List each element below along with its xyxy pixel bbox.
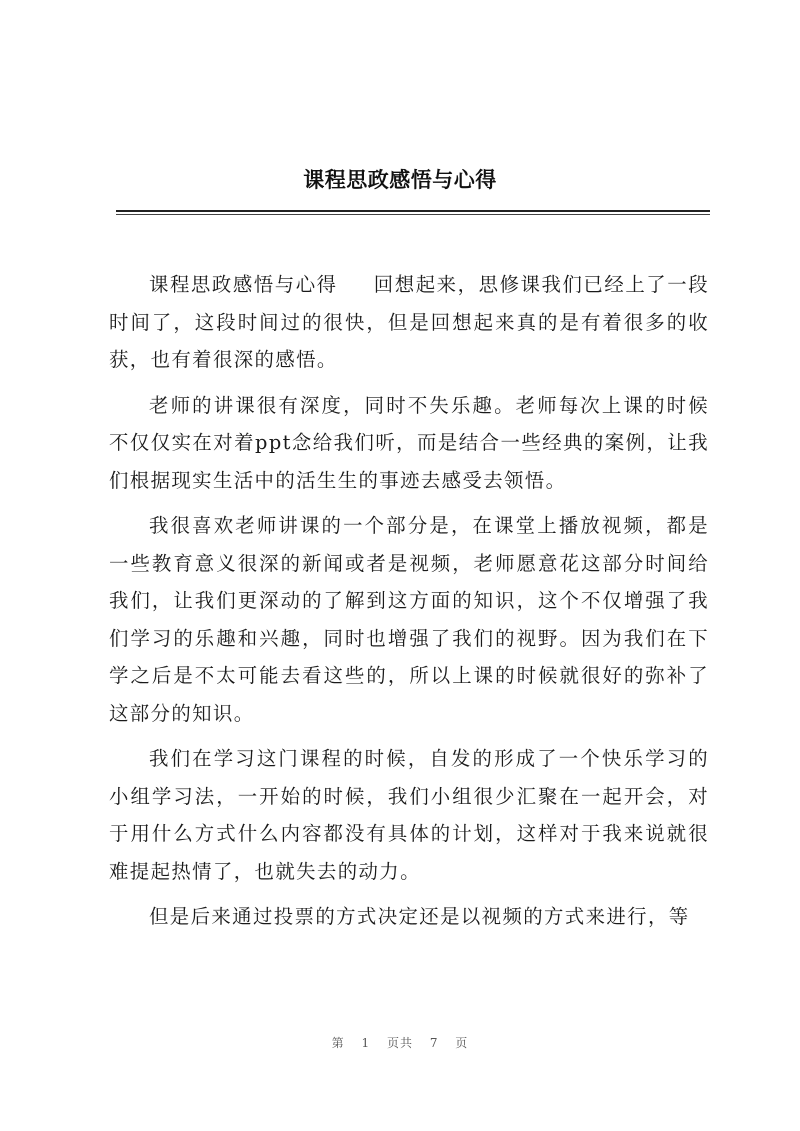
paragraph-1-text: 回想起来，思修课我们已经上了一段时间了，这段时间过的很快，但是回想起来真的是有着很多的收获，也有着很深的感悟。 — [109, 273, 709, 371]
paragraph-1-lead: 课程思政感悟与心得 — [149, 273, 338, 296]
paragraph-2: 老师的讲课很有深度，同时不失乐趣。老师每次上课的时候不仅仅实在对着ppt念给我们听，而是结合一些经典的案例，让我们根据现实生活中的活生生的事迹去感受去领悟。 — [109, 393, 709, 492]
page-footer — [0, 1034, 800, 1051]
paragraph-4: 我们在学习这门课程的时候，自发的形成了一个快乐学习的小组学习法，一开始的时候，我们小组很少汇聚在一起开会，对于用什么方式什么内容都没有具体的计划，这样对于我来说就很难提起热情了，也就失去的动力。 — [109, 747, 709, 883]
footer-total-pages: 7 — [429, 1036, 439, 1050]
document-title: 课程思政感悟与心得 — [303, 168, 497, 192]
paragraph-1 — [109, 266, 709, 379]
footer-suffix: 页 — [455, 1036, 469, 1050]
footer-prefix: 第 — [331, 1036, 345, 1050]
document-body — [109, 266, 709, 936]
paragraph-3: 我很喜欢老师讲课的一个部分是，在课堂上播放视频，都是一些教育意义很深的新闻或者是视频，老师愿意花这部分时间给我们，让我们更深动的了解到这方面的知识，这个不仅增强了我们学习的乐趣和兴趣，同时也增强了我们的视野。因为我们在下学之后是不太可能去看这些的，所以上课的时候就很好的弥补了这部分的知识。 — [109, 514, 709, 725]
footer-current-page: 1 — [361, 1036, 371, 1050]
paragraph-5: 但是后来通过投票的方式决定还是以视频的方式来进行，等 — [149, 905, 690, 928]
title-rule-thin — [116, 214, 710, 215]
title-rule-thick — [116, 210, 710, 212]
footer-middle: 页共 — [386, 1036, 413, 1050]
